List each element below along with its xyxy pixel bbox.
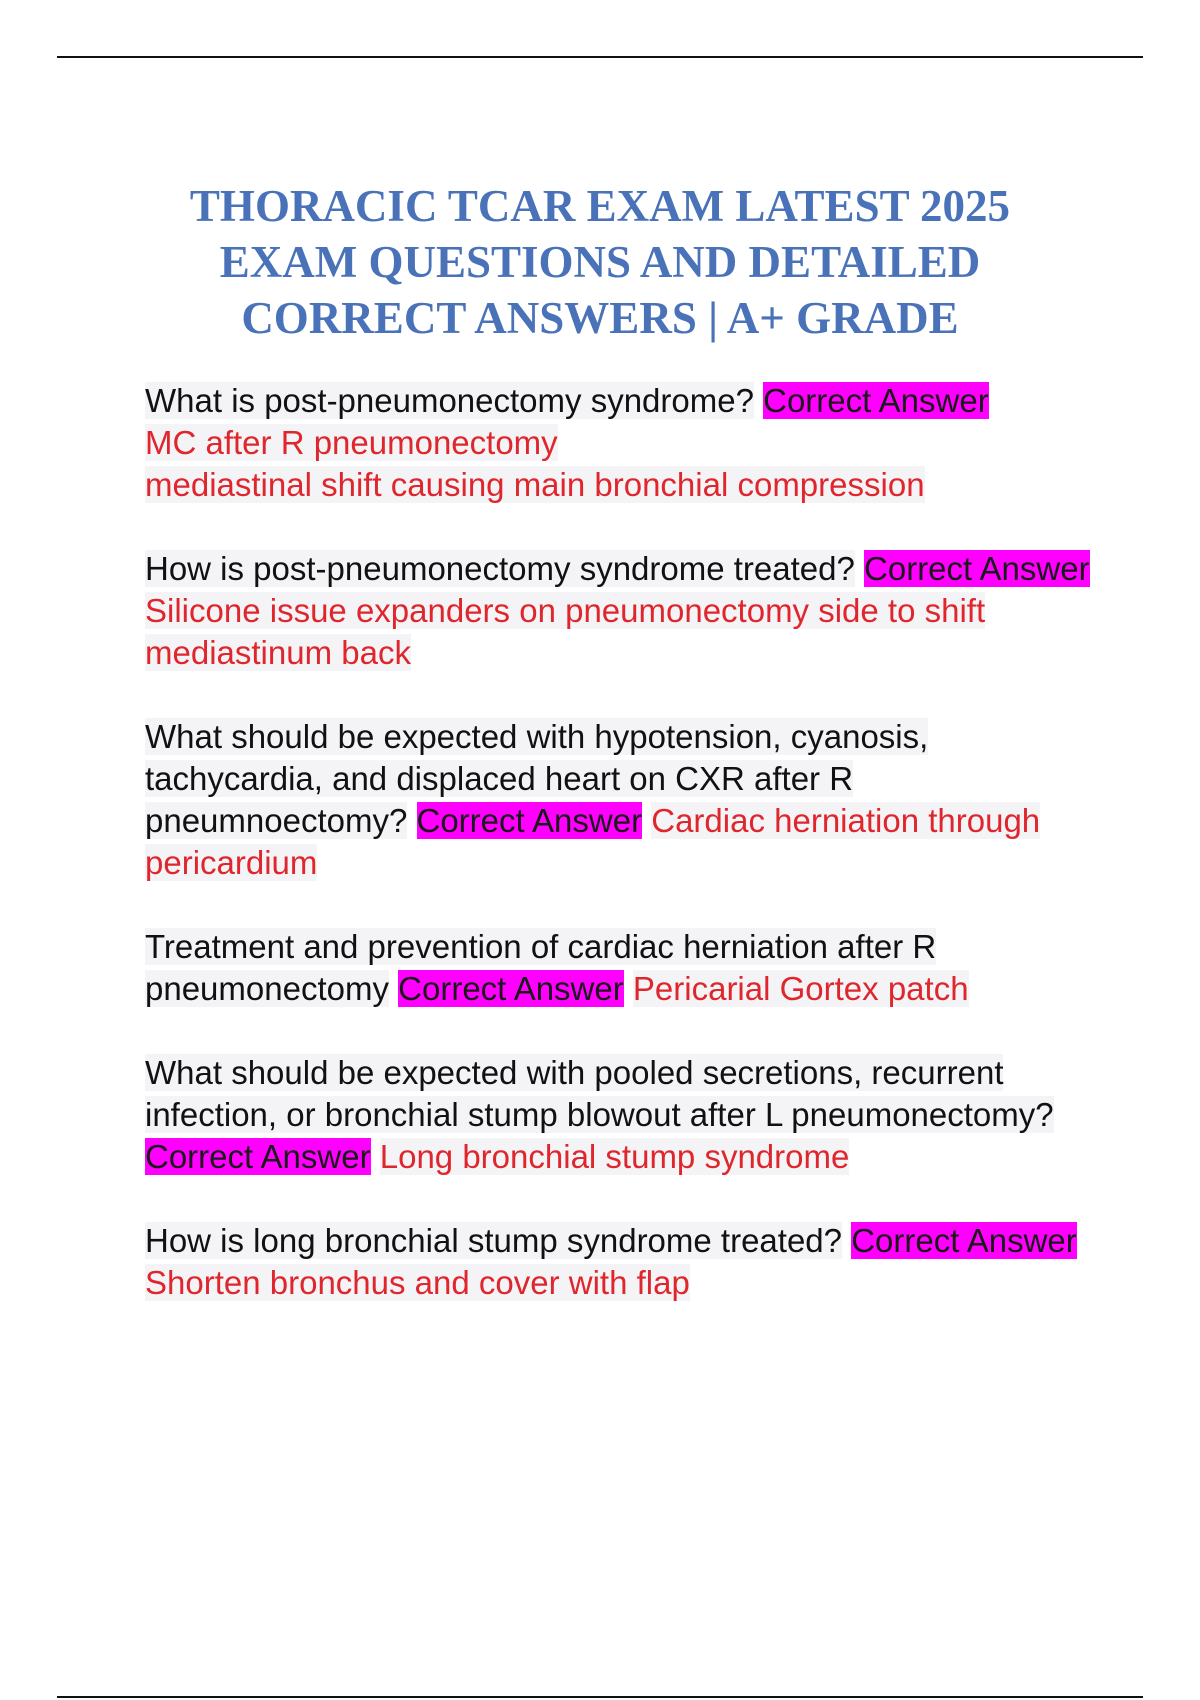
correct-answer-label: Correct Answer xyxy=(416,802,643,839)
document-title xyxy=(120,178,1080,346)
qa-item xyxy=(145,1220,1105,1304)
qa-item xyxy=(145,548,1105,674)
correct-answer-label: Correct Answer xyxy=(145,1138,371,1175)
qa-item xyxy=(145,1052,1105,1178)
title-line: CORRECT ANSWERS | A+ GRADE xyxy=(241,293,959,344)
answer-text: Long bronchial stump syndrome xyxy=(379,1138,850,1175)
question-text: Treatment and prevention of cardiac herniation after R pneumonectomy xyxy=(145,928,937,1007)
answer-text: mediastinal shift causing main bronchial compression xyxy=(145,466,925,503)
question-text: What is post-pneumonectomy syndrome? xyxy=(145,382,754,419)
bottom-rule xyxy=(57,1696,1143,1698)
answer-text: Silicone issue expanders on pneumonectomy side to shift mediastinum back xyxy=(145,592,986,671)
correct-answer-label: Correct Answer xyxy=(851,1222,1077,1259)
correct-answer-label: Correct Answer xyxy=(763,382,989,419)
qa-list xyxy=(145,380,1105,1346)
correct-answer-label: Correct Answer xyxy=(864,550,1090,587)
qa-item xyxy=(145,380,1105,506)
question-text: How is post-pneumonectomy syndrome treated? xyxy=(145,550,855,587)
answer-text: MC after R pneumonectomy xyxy=(145,424,558,461)
qa-item xyxy=(145,716,1105,884)
answer-text: Cardiac herniation through pericardium xyxy=(145,802,1041,881)
title-line: THORACIC TCAR EXAM LATEST 2025 xyxy=(189,181,1011,232)
answer-text: Pericarial Gortex patch xyxy=(632,970,969,1007)
qa-item xyxy=(145,926,1105,1010)
title-line: EXAM QUESTIONS AND DETAILED xyxy=(219,237,981,288)
top-rule xyxy=(57,56,1143,58)
question-text: How is long bronchial stump syndrome treated? xyxy=(145,1222,843,1259)
answer-text: Shorten bronchus and cover with flap xyxy=(145,1264,690,1301)
question-text: What should be expected with pooled secretions, recurrent infection, or bronchial stump blowout after L pneumonectomy? xyxy=(145,1054,1054,1133)
correct-answer-label: Correct Answer xyxy=(398,970,624,1007)
question-text: What should be expected with hypotension, cyanosis, tachycardia, and displaced heart on CXR after R pneumnoectomy? xyxy=(145,718,929,839)
